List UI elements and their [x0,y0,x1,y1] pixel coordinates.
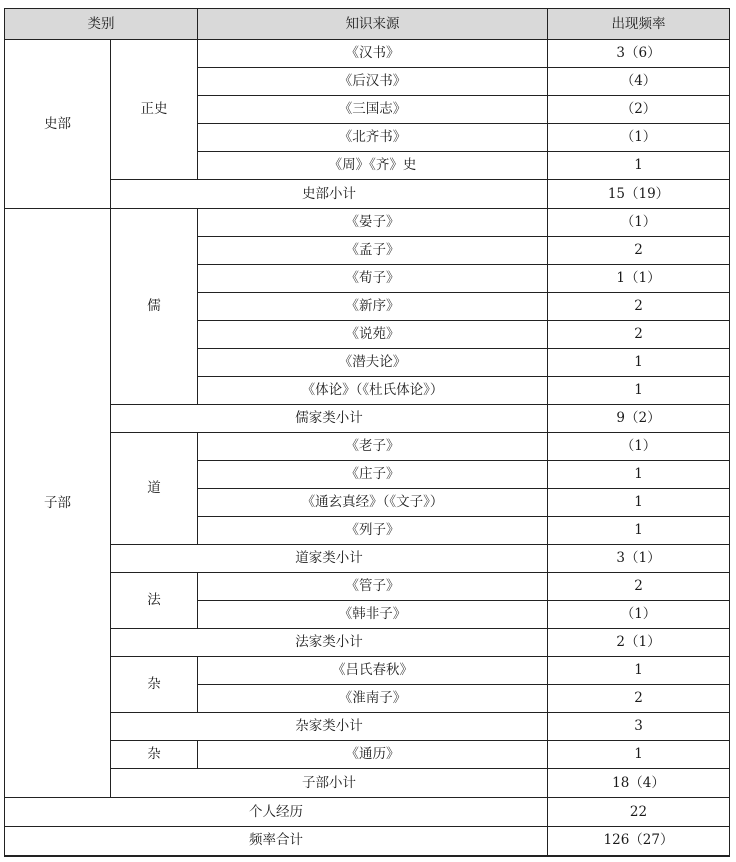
category-zibu: 子部 [5,209,111,798]
knowledge-source-frequency-table [4,8,730,857]
source-cell: 《体论》（《杜氏体论》） [198,377,548,405]
subtotal-row [5,769,730,798]
personal-experience-row [5,798,730,827]
table-row [5,657,730,685]
source-cell: 《通历》 [198,741,548,769]
freq-cell: 1 [548,377,730,405]
freq-cell: 1 [548,489,730,517]
source-cell: 《北齐书》 [198,124,548,152]
header-category: 类别 [5,9,198,40]
source-cell: 《老子》 [198,433,548,461]
source-cell: 《庄子》 [198,461,548,489]
source-cell: 《新序》 [198,293,548,321]
source-cell: 《周》《齐》史 [198,152,548,180]
table-row [5,209,730,237]
subtotal-label: 道家类小计 [111,545,548,573]
source-cell: 《三国志》 [198,96,548,124]
subcategory-ru: 儒 [111,209,198,405]
personal-freq: 22 [548,798,730,827]
personal-label: 个人经历 [5,798,548,827]
freq-cell: 3（6） [548,40,730,68]
subtotal-row [5,713,730,741]
table-row [5,741,730,769]
subtotal-freq: 2（1） [548,629,730,657]
freq-cell: 1 [548,517,730,545]
freq-cell: 2 [548,685,730,713]
subtotal-row [5,629,730,657]
source-cell: 《荀子》 [198,265,548,293]
subtotal-row [5,180,730,209]
table-row [5,573,730,601]
freq-cell: （1） [548,209,730,237]
freq-cell: 1 [548,349,730,377]
source-cell: 《晏子》 [198,209,548,237]
subtotal-row [5,545,730,573]
subcategory-zhengshi: 正史 [111,40,198,180]
total-freq: 126（27） [548,827,730,856]
source-cell: 《汉书》 [198,40,548,68]
source-cell: 《列子》 [198,517,548,545]
total-label: 频率合计 [5,827,548,856]
subtotal-freq: 3 [548,713,730,741]
freq-cell: （1） [548,433,730,461]
subcategory-za: 杂 [111,657,198,713]
freq-cell: 2 [548,321,730,349]
subtotal-label: 子部小计 [111,769,548,798]
subtotal-freq: 15（19） [548,180,730,209]
freq-cell: 1 [548,152,730,180]
subtotal-label: 儒家类小计 [111,405,548,433]
freq-cell: 2 [548,573,730,601]
freq-cell: （1） [548,124,730,152]
freq-cell: 2 [548,237,730,265]
freq-cell: 1 [548,741,730,769]
total-row [5,827,730,856]
source-cell: 《后汉书》 [198,68,548,96]
subcategory-za-2: 杂 [111,741,198,769]
source-cell: 《说苑》 [198,321,548,349]
freq-cell: 1（1） [548,265,730,293]
category-shibu: 史部 [5,40,111,209]
frequency-table-container [4,8,729,857]
table-row [5,433,730,461]
subtotal-label: 杂家类小计 [111,713,548,741]
source-cell: 《淮南子》 [198,685,548,713]
freq-cell: 1 [548,461,730,489]
freq-cell: 1 [548,657,730,685]
subtotal-freq: 3（1） [548,545,730,573]
subtotal-freq: 9（2） [548,405,730,433]
freq-cell: （2） [548,96,730,124]
subtotal-freq: 18（4） [548,769,730,798]
source-cell: 《孟子》 [198,237,548,265]
source-cell: 《韩非子》 [198,601,548,629]
freq-cell: 2 [548,293,730,321]
header-frequency: 出现频率 [548,9,730,40]
subtotal-label: 史部小计 [111,180,548,209]
header-source: 知识来源 [198,9,548,40]
freq-cell: （1） [548,601,730,629]
source-cell: 《潜夫论》 [198,349,548,377]
freq-cell: （4） [548,68,730,96]
subtotal-label: 法家类小计 [111,629,548,657]
subcategory-dao: 道 [111,433,198,545]
source-cell: 《吕氏春秋》 [198,657,548,685]
source-cell: 《管子》 [198,573,548,601]
subcategory-fa: 法 [111,573,198,629]
table-row [5,40,730,68]
source-cell: 《通玄真经》（《文子》） [198,489,548,517]
header-row [5,9,730,40]
subtotal-row [5,405,730,433]
